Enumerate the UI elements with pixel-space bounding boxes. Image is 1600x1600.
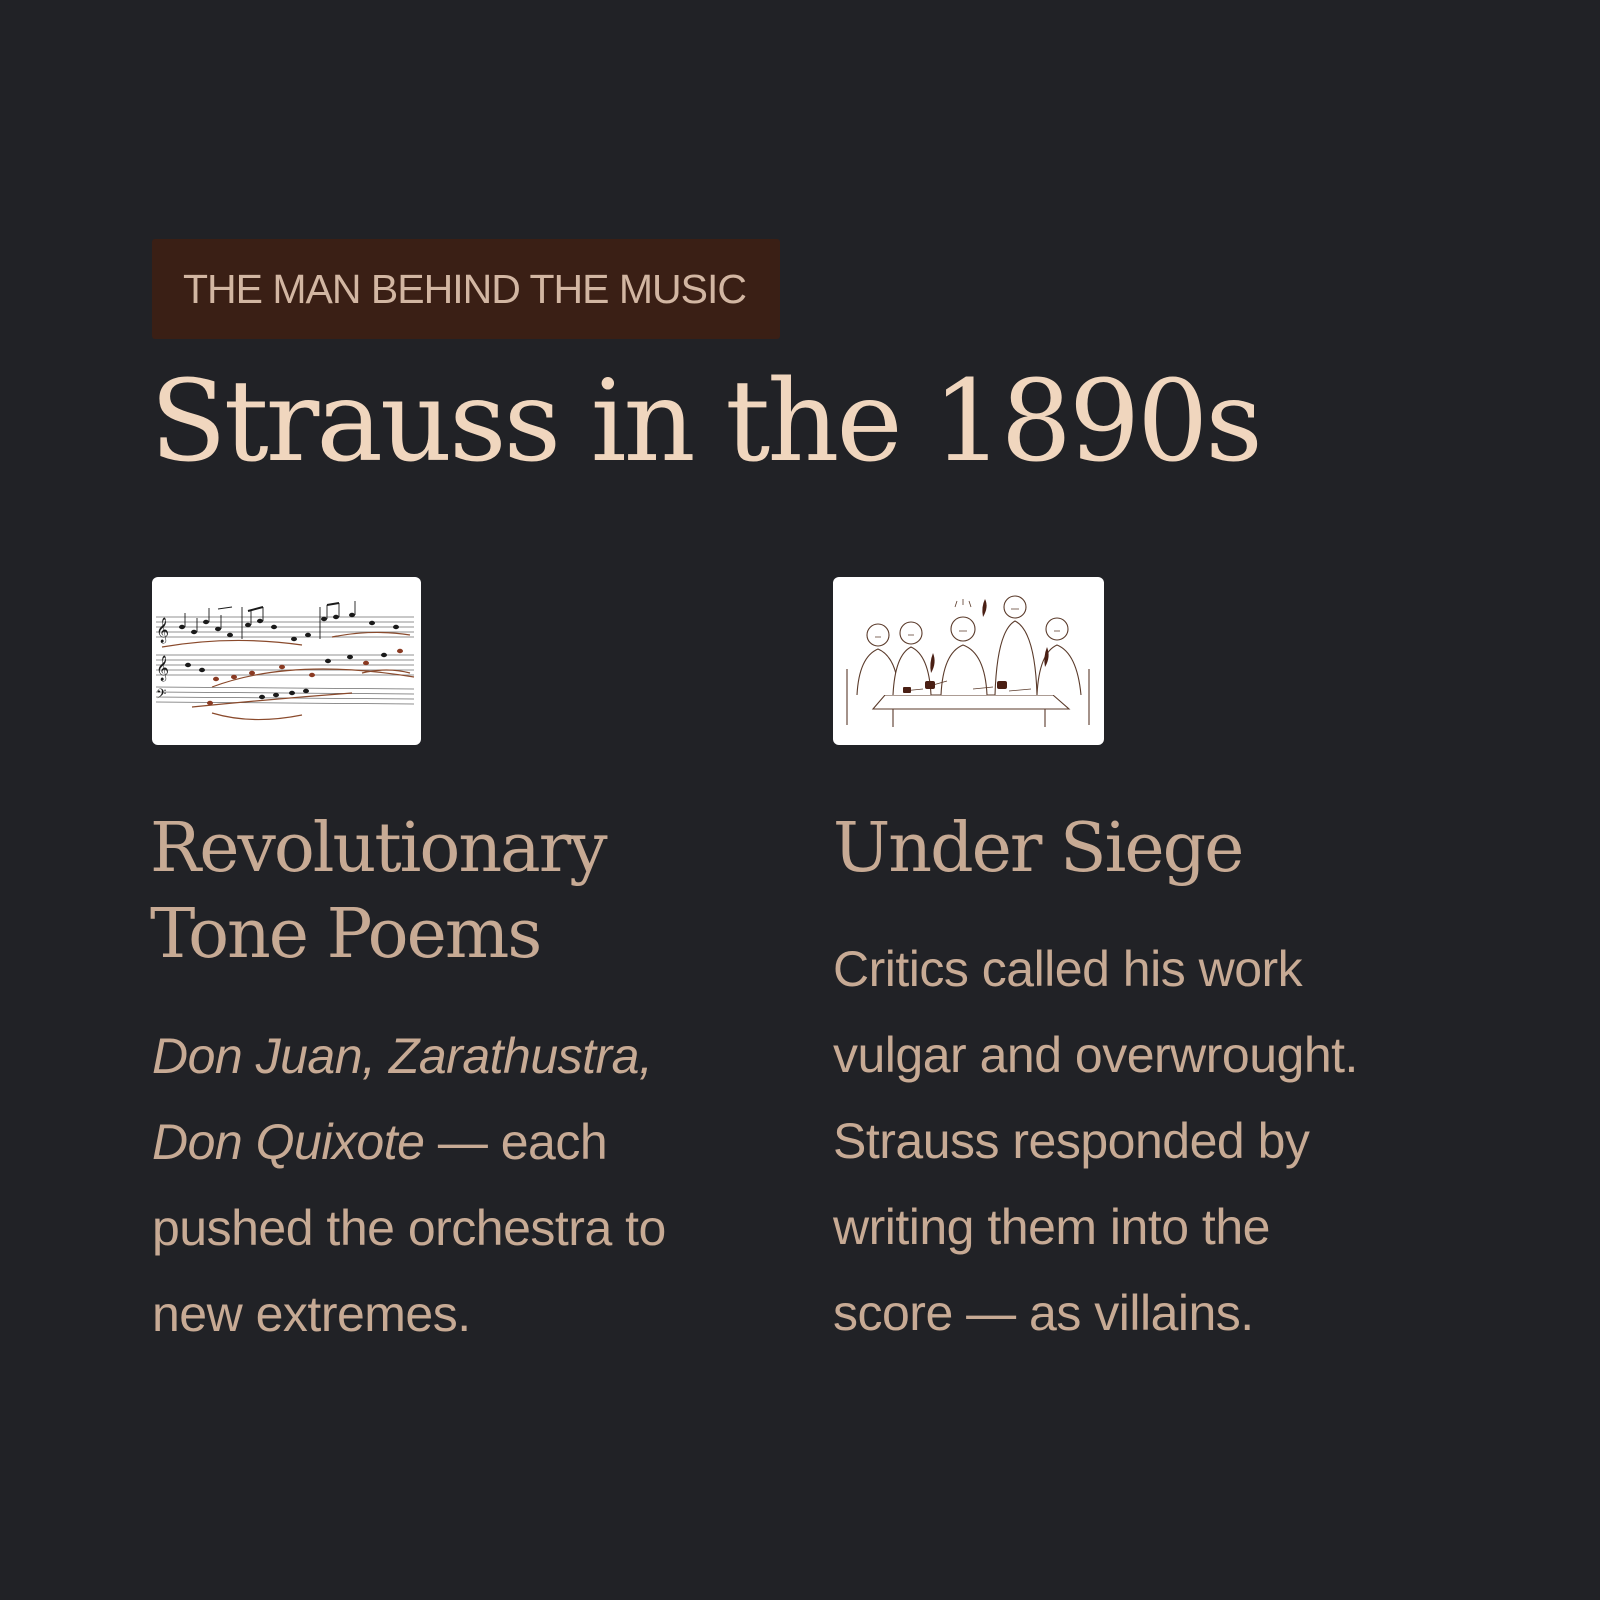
- tone-poems-description: [152, 1013, 666, 1357]
- under-siege-heading: Under Siege: [833, 809, 1243, 888]
- tone-poems-line3: pushed the orchestra to: [152, 1200, 666, 1256]
- svg-text:𝄞: 𝄞: [156, 618, 170, 643]
- svg-text:𝄢: 𝄢: [156, 686, 167, 705]
- tone-poems-line1: [152, 1013, 666, 1099]
- under-siege-description: [833, 926, 1358, 1356]
- critics-image: [833, 577, 1104, 745]
- tone-poems-heading-line2: Tone Poems: [150, 895, 541, 974]
- tone-poems-line2-rest: — each: [424, 1114, 608, 1170]
- tone-poems-titles-italic-1: Don Juan, Zarathustra,: [152, 1028, 653, 1084]
- tone-poems-titles-italic-2: Don Quixote: [152, 1114, 425, 1170]
- tone-poems-heading: [150, 806, 606, 978]
- under-siege-line2: vulgar and overwrought.: [833, 1027, 1358, 1083]
- tone-poems-line2: [152, 1099, 666, 1185]
- critics-illustration-icon: [833, 577, 1104, 745]
- svg-text:𝄞: 𝄞: [156, 656, 170, 681]
- under-siege-line5: score — as villains.: [833, 1285, 1254, 1341]
- sheet-music-image: [152, 577, 421, 745]
- sheet-music-icon: [152, 577, 421, 745]
- page-title: Strauss in the 1890s: [150, 357, 1260, 487]
- under-siege-line1: Critics called his work: [833, 941, 1303, 997]
- under-siege-line3: Strauss responded by: [833, 1113, 1310, 1169]
- under-siege-line4: writing them into the: [833, 1199, 1270, 1255]
- tone-poems-heading-line1: Revolutionary: [150, 809, 606, 888]
- tone-poems-line4: new extremes.: [152, 1286, 471, 1342]
- section-eyebrow-label: THE MAN BEHIND THE MUSIC: [152, 239, 780, 339]
